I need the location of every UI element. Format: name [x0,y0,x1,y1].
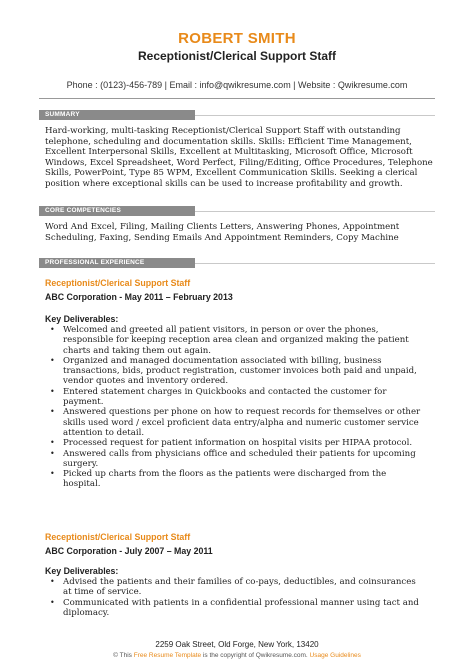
list-item: • Welcomed and greeted all patient visitors, in person or over the phones, responsible for keeping reception area clean and organized making the patient charts and taking them out again. [50,325,409,356]
bullet-icon: • [50,469,55,479]
divider [39,98,435,99]
candidate-title: Receptionist/Clerical Support Staff [137,49,337,63]
list-item: • Answered questions per phone on how to request records for themselves or other skills used word / excel proficient data entry/alpha and numeric customer service attention to detail. [50,407,421,438]
bullet-icon: • [50,325,55,334]
free-resume-template-link[interactable]: Free Resume Template [133,652,202,659]
copyright-prefix: © This [113,652,134,659]
usage-guidelines-link[interactable]: Usage Guidelines [309,652,361,659]
list-item: • Communicated with patients in a confidential professional manner using tact and diplomacy. [50,597,419,618]
section-rule [195,211,435,212]
bullet-icon: • [50,407,55,417]
competencies-text: Word And Excel, Filing, Mailing Clients Letters, Answering Phones, Appointment Scheduling, Faxing, Sending Emails And Appointment Reminders, Copy Machine [45,222,400,243]
section-heading-experience: PROFESSIONAL EXPERIENCE [39,258,195,268]
job-company-dates: ABC Corporation - July 2007 – May 2011 [45,546,213,556]
deliverables-list [50,325,421,490]
key-deliverables-label: Key Deliverables: [45,566,119,576]
bullet-icon: • [50,597,55,607]
footer-address: 2259 Oak Street, Old Forge, New York, 13420 [155,640,319,649]
list-item: • Entered statement charges in Quickbooks and contacted the customer for payment. [50,386,387,408]
footer-copyright [0,652,474,659]
job-title: Receptionist/Clerical Support Staff [45,278,191,288]
list-item: • Answered calls from physicians office and scheduled their patients for upcoming surgery. [50,448,416,469]
list-item: • Picked up charts from the floors as the patients were discharged from the hospital. [50,469,387,490]
bullet-icon: • [50,448,55,458]
section-heading-summary: SUMMARY [39,110,195,120]
list-item: • Organized and managed documentation associated with billing, business transactions, bids, product registration, customer invoices both paid and unpaid, vendor quotes and inventory ordered. [50,355,417,387]
section-rule [195,115,435,116]
list-item: • Processed request for patient information on hospital visits per HIPAA protocol. [50,438,413,449]
copyright-text: is the copyright of Qwikresume.com. [202,652,308,659]
summary-text: Hard-working, multi-tasking Receptionist/Clerical Support Staff with outstanding telephone, scheduling and documentation skills. Skills: Efficient Time Management, Excellent Interpersonal Skills, Excellent at Multitasking, Microsoft Office, Microsoft Windows, Excel Spreadsheet, Word Perfect, Filing/Editing, Office Procedures, Telephone Skills, PowerPoint, Type 85 WPM, Excellent Communication Skills. Seeking a clerical position where exceptional skills can be used to increase profitability and growth. [45,126,433,189]
job-company-dates: ABC Corporation - May 2011 – February 2013 [45,292,233,302]
section-heading-competencies: CORE COMPETENCIES [39,206,195,216]
section-rule [195,263,435,264]
candidate-name: ROBERT SMITH [178,30,296,47]
bullet-icon: • [50,386,55,396]
job-title: Receptionist/Clerical Support Staff [45,532,191,542]
bullet-icon: • [50,577,55,586]
contact-line: Phone : (0123)-456-789 | Email : info@qwikresume.com | Website : Qwikresume.com [66,80,408,90]
list-item: • Advised the patients and their families of co-pays, deductibles, and coinsurances at time of service. [50,577,416,598]
deliverables-list [50,577,421,618]
bullet-icon: • [50,355,55,365]
bullet-icon: • [50,438,55,448]
key-deliverables-label: Key Deliverables: [45,314,119,324]
